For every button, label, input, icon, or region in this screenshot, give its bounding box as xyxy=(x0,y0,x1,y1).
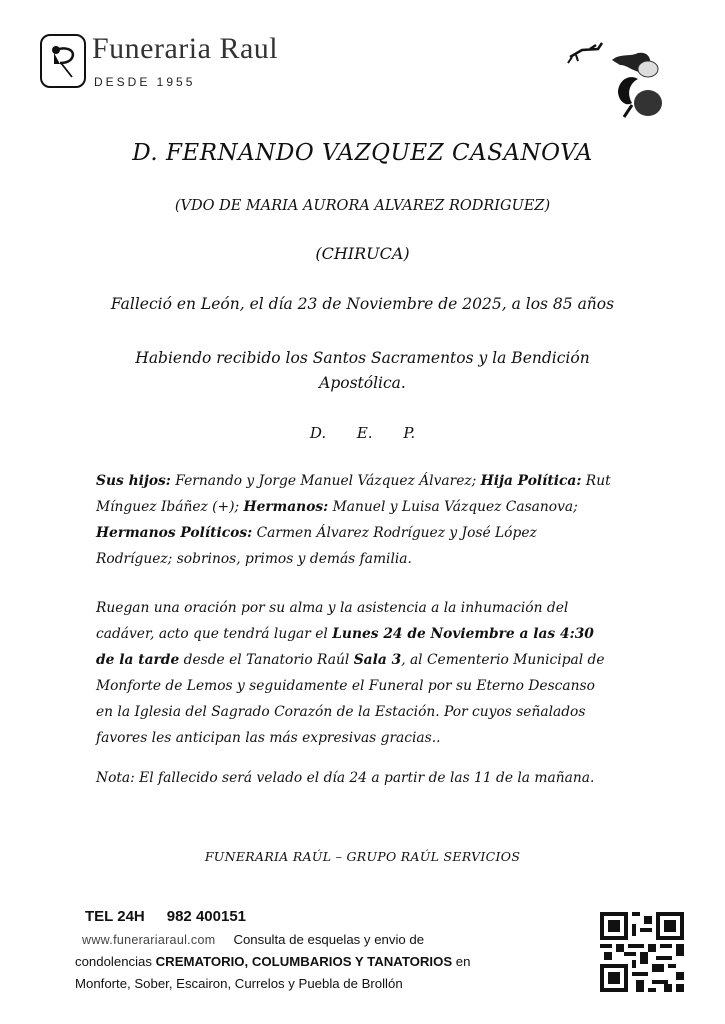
dep-abbreviation: D. E. P. xyxy=(309,424,416,442)
brand-name: Funeraria Raul xyxy=(92,32,279,65)
ceremony-room: Sala 3 xyxy=(353,652,402,668)
children: Fernando y Jorge Manuel Vázquez Álvarez; xyxy=(170,473,481,489)
website-link[interactable]: www.funerariaraul.com xyxy=(82,933,216,947)
r-monogram-icon xyxy=(46,42,80,80)
footer-brand: FUNERARIA RAÚL – GRUPO RAÚL SERVICIOS xyxy=(204,849,521,864)
daughter-in-law: Rut Mínguez Ibáñez (+); xyxy=(96,473,611,515)
condolences-text: condolencias xyxy=(75,954,156,969)
ceremony-text-2: desde el Tanatorio Raúl xyxy=(179,652,354,668)
death-notice: Falleció en León, el día 23 de Noviembre de 2025, a los 85 años xyxy=(110,295,615,313)
siblings-in-law: Carmen Álvarez Rodríguez y José López Rodríguez; sobrinos, primos y demás familia. xyxy=(96,525,537,567)
phone-number[interactable]: 982 400151 xyxy=(166,908,246,925)
services-text: CREMATORIO, COLUMBARIOS Y TANATORIOS xyxy=(155,954,453,969)
ceremony-datetime: Lunes 24 de Noviembre a las 4:30 de la tarde xyxy=(96,626,594,668)
siblings: Manuel y Luisa Vázquez Casanova; xyxy=(328,499,578,515)
locations-line: Monforte, Sober, Escairon, Currelos y Puebla de Brollón xyxy=(75,976,403,991)
ceremony-paragraph xyxy=(96,595,616,751)
flower-decoration-icon xyxy=(560,35,690,125)
ceremony-text-1: Ruegan una oración por su alma y la asistencia a la inhumación del cadáver, acto que tendrá lugar el xyxy=(96,600,569,642)
website-line xyxy=(75,929,595,951)
siblings-label: Hermanos: xyxy=(243,499,329,515)
phone-line xyxy=(85,908,595,925)
nickname: (CHIRUCA) xyxy=(315,244,410,263)
sacraments-notice xyxy=(0,346,725,396)
qr-code-icon[interactable] xyxy=(600,912,684,992)
phone-label: TEL 24H xyxy=(85,908,145,925)
consult-text: Consulta de esquelas y envio de xyxy=(233,932,425,947)
sacraments-line-1: Habiendo recibido los Santos Sacramentos y la Bendición xyxy=(135,349,590,367)
brand-since: DESDE 1955 xyxy=(94,75,196,89)
siblings-in-law-label: Hermanos Políticos: xyxy=(96,525,253,541)
wake-note: Nota: El fallecido será velado el día 24 a partir de las 11 de la mañana. xyxy=(96,770,595,786)
sacraments-line-2: Apostólica. xyxy=(319,374,406,392)
family-paragraph xyxy=(96,468,616,572)
services-suffix: en xyxy=(452,954,471,969)
deceased-name: D. FERNANDO VAZQUEZ CASANOVA xyxy=(132,140,593,166)
daughter-in-law-label: Hija Política: xyxy=(480,473,582,489)
ceremony-text-3: , al Cementerio Municipal de Monforte de Lemos y seguidamente el Funeral por su Eterno Descanso en la Iglesia del Sagrado Corazón de la Estación. Por cuyos señalados favores les anticipan las más expresivas gracias.. xyxy=(96,652,605,746)
children-label: Sus hijos: xyxy=(96,473,171,489)
widower-of: (VDO DE MARIA AURORA ALVAREZ RODRIGUEZ) xyxy=(174,198,551,214)
contact-block xyxy=(75,908,595,995)
logo-icon xyxy=(40,34,86,88)
services-line xyxy=(75,951,595,973)
